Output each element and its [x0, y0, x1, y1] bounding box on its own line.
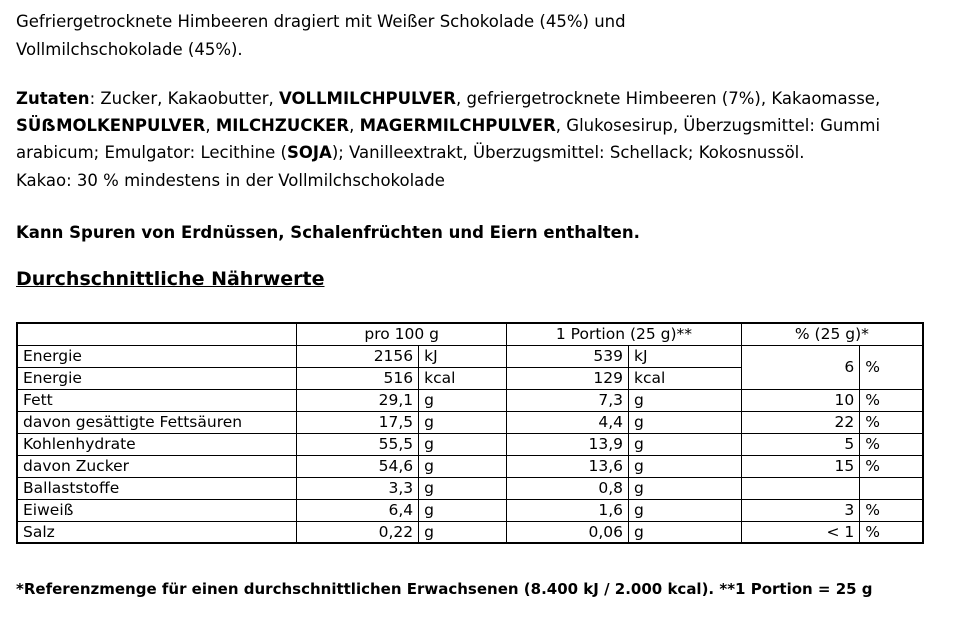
row-unit-portion: g	[628, 499, 741, 521]
row-unit-portion: g	[628, 411, 741, 433]
table-row	[17, 499, 923, 521]
row-unit-portion: g	[628, 433, 741, 455]
allergen-magermilchpulver: MAGERMILCHPULVER	[359, 116, 556, 135]
row-percent-energy: 6	[741, 345, 859, 389]
row-label: Eiweiß	[17, 499, 297, 521]
allergen-suessmolkenpulver: SÜẞMOLKENPULVER	[16, 116, 206, 135]
row-label: davon Zucker	[17, 455, 297, 477]
row-unit-portion: g	[628, 521, 741, 543]
row-value-100g: 29,1	[297, 389, 419, 411]
row-percent-unit: %	[860, 411, 923, 433]
nutrition-heading: Durchschnittliche Nährwerte	[16, 268, 325, 290]
row-value-portion: 129	[507, 367, 629, 389]
row-label: Ballaststoffe	[17, 477, 297, 499]
table-row	[17, 411, 923, 433]
row-percent	[741, 477, 859, 499]
row-label: Kohlenhydrate	[17, 433, 297, 455]
row-unit-100g: g	[419, 477, 507, 499]
row-percent-unit-energy: %	[860, 345, 923, 389]
ingredients-part-2: , gefriergetrocknete Himbeeren (7%), Kakaomasse,	[456, 89, 881, 108]
table-footnote: *Referenzmenge für einen durchschnittlichen Erwachsenen (8.400 kJ / 2.000 kcal). **1 Portion = 25 g	[16, 580, 873, 598]
row-percent: 3	[741, 499, 859, 521]
ingredients-part-3: ,	[205, 116, 216, 135]
row-percent-unit: %	[860, 521, 923, 543]
row-unit-100g: kcal	[419, 367, 507, 389]
row-unit-100g: g	[419, 433, 507, 455]
table-row	[17, 477, 923, 499]
row-value-100g: 17,5	[297, 411, 419, 433]
row-unit-100g: g	[419, 411, 507, 433]
row-value-100g: 0,22	[297, 521, 419, 543]
table-row	[17, 455, 923, 477]
header-blank	[17, 323, 297, 345]
product-description	[16, 8, 716, 64]
row-percent-unit: %	[860, 433, 923, 455]
row-value-100g: 516	[297, 367, 419, 389]
header-per-100g: pro 100 g	[297, 323, 507, 345]
header-percent: % (25 g)*	[741, 323, 923, 345]
nutrition-table-body	[17, 323, 923, 543]
ingredients-part-7: ); Vanilleextrakt, Überzugsmittel: Schellack; Kokosnussöl.	[331, 143, 805, 162]
allergen-soja: SOJA	[286, 143, 332, 162]
header-portion: 1 Portion (25 g)**	[507, 323, 742, 345]
row-label: Fett	[17, 389, 297, 411]
allergen-vollmilchpulver: VOLLMILCHPULVER	[279, 89, 457, 108]
row-unit-100g: g	[419, 455, 507, 477]
row-unit-100g: g	[419, 521, 507, 543]
row-percent-unit: %	[860, 389, 923, 411]
table-row	[17, 389, 923, 411]
row-value-100g: 55,5	[297, 433, 419, 455]
row-value-100g: 3,3	[297, 477, 419, 499]
row-value-portion: 13,6	[507, 455, 629, 477]
row-unit-100g: g	[419, 389, 507, 411]
row-value-portion: 539	[507, 345, 629, 367]
row-unit-portion: kcal	[628, 367, 741, 389]
row-label: Energie	[17, 367, 297, 389]
nutrition-table-header-row	[17, 323, 923, 345]
ingredients-label: Zutaten	[16, 89, 90, 108]
nutrition-table	[16, 322, 924, 544]
row-percent-unit	[860, 477, 923, 499]
row-label: davon gesättigte Fettsäuren	[17, 411, 297, 433]
row-value-portion: 4,4	[507, 411, 629, 433]
ingredients-part-6: arabicum; Emulgator: Lecithine (	[16, 143, 287, 162]
row-percent: 10	[741, 389, 859, 411]
row-value-portion: 7,3	[507, 389, 629, 411]
ingredients-part-1: : Zucker, Kakaobutter,	[89, 89, 279, 108]
row-unit-portion: g	[628, 477, 741, 499]
row-unit-portion: kJ	[628, 345, 741, 367]
row-percent-unit: %	[860, 499, 923, 521]
ingredients-part-5: , Glukosesirup, Überzugsmittel: Gummi	[555, 116, 881, 135]
row-percent: 5	[741, 433, 859, 455]
row-value-portion: 0,8	[507, 477, 629, 499]
row-value-portion: 13,9	[507, 433, 629, 455]
table-row	[17, 433, 923, 455]
description-line-2: Vollmilchschokolade (45%).	[16, 40, 243, 59]
row-percent-unit: %	[860, 455, 923, 477]
table-row	[17, 345, 923, 367]
row-label: Energie	[17, 345, 297, 367]
row-value-portion: 1,6	[507, 499, 629, 521]
allergen-traces-line: Kann Spuren von Erdnüssen, Schalenfrüchten und Eiern enthalten.	[16, 223, 640, 242]
row-unit-portion: g	[628, 389, 741, 411]
ingredients-paragraph	[16, 85, 936, 166]
row-value-portion: 0,06	[507, 521, 629, 543]
row-label: Salz	[17, 521, 297, 543]
row-unit-portion: g	[628, 455, 741, 477]
ingredients-part-4: ,	[349, 116, 360, 135]
description-line-1: Gefriergetrocknete Himbeeren dragiert mit Weißer Schokolade (45%) und	[16, 12, 626, 31]
allergen-milchzucker: MILCHZUCKER	[215, 116, 350, 135]
row-value-100g: 2156	[297, 345, 419, 367]
row-value-100g: 6,4	[297, 499, 419, 521]
row-value-100g: 54,6	[297, 455, 419, 477]
table-row	[17, 521, 923, 543]
cocoa-content-line: Kakao: 30 % mindestens in der Vollmilchschokolade	[16, 171, 445, 190]
row-unit-100g: g	[419, 499, 507, 521]
row-percent: 22	[741, 411, 859, 433]
row-unit-100g: kJ	[419, 345, 507, 367]
row-percent: 15	[741, 455, 859, 477]
row-percent: < 1	[741, 521, 859, 543]
